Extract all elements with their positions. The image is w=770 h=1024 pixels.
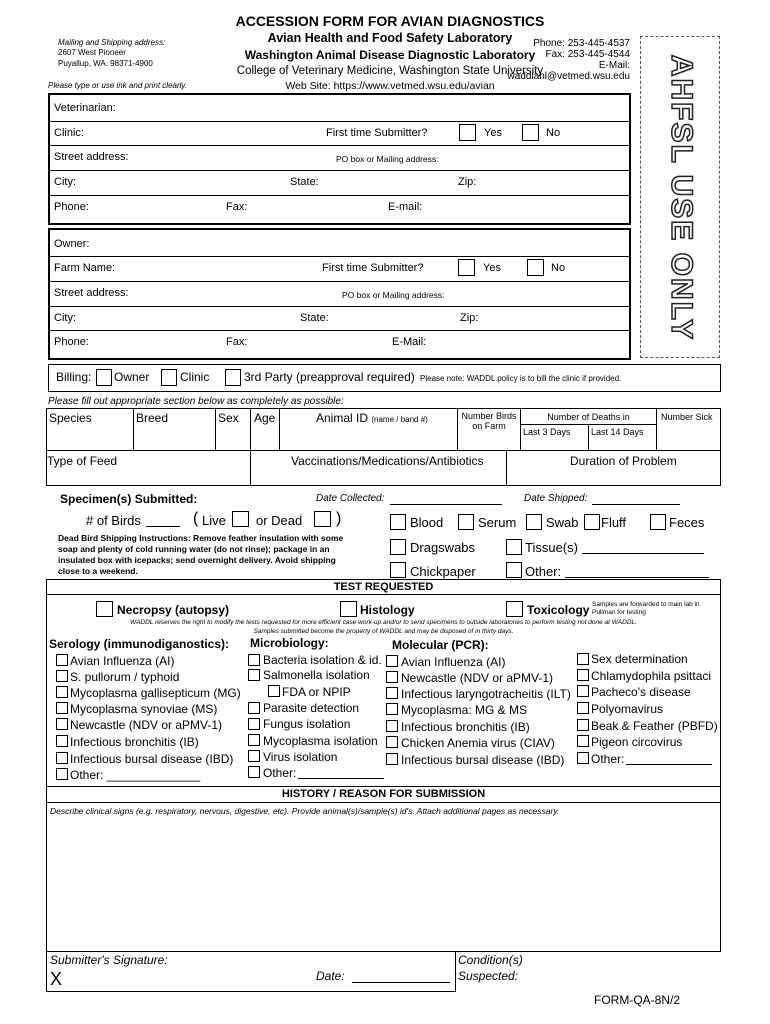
pcr-checkbox-3[interactable] bbox=[386, 703, 398, 715]
animal-id-header: Animal ID (name / band #) bbox=[316, 411, 428, 425]
histology-label: Histology bbox=[360, 603, 415, 617]
clinic-label: Clinic: bbox=[54, 127, 84, 139]
history-describe: Describe clinical signs (e.g. respiratory, nervous, digestive, etc). Provide animal(s)/sample(s) id's. Attach additional pages as necessary. bbox=[50, 806, 560, 816]
vet-fax-label: Fax: bbox=[226, 201, 248, 213]
pcr-item: Chicken Anemia virus (CIAV) bbox=[401, 736, 555, 750]
ahfsl-use-only-box bbox=[640, 36, 720, 358]
misc-item: Sex determination bbox=[591, 652, 688, 666]
pcr-item: Avian Influenza (AI) bbox=[401, 655, 506, 669]
tissue-label: Tissue(s) bbox=[525, 540, 578, 555]
misc-item: Other: bbox=[591, 752, 625, 766]
vet-email-label: E-mail: bbox=[388, 201, 423, 213]
vet-no-label: No bbox=[546, 127, 561, 139]
last-14-days-header: Last 14 Days bbox=[591, 427, 644, 437]
misc-checkbox-3[interactable] bbox=[577, 702, 589, 714]
last-3-days-header: Last 3 Days bbox=[523, 427, 571, 437]
lab-subtitle: Avian Health and Food Safety Laboratory bbox=[267, 31, 513, 45]
pcr-item: Infectious bursal disease (IBD) bbox=[401, 753, 565, 767]
pcr-item: Infectious laryngotracheitis (ILT) bbox=[401, 687, 571, 701]
owner-phone-label: Phone: bbox=[54, 336, 89, 348]
micro-item: Virus isolation bbox=[263, 750, 338, 764]
owner-label: Owner: bbox=[54, 238, 90, 250]
misc-item: Pacheco's disease bbox=[591, 685, 691, 699]
farm-name-label: Farm Name: bbox=[54, 262, 116, 274]
owner-city-label: City: bbox=[54, 312, 76, 324]
owner-email-label: E-Mail: bbox=[392, 336, 427, 348]
misc-item: Polyomavirus bbox=[591, 702, 664, 716]
live-label: Live bbox=[202, 513, 226, 528]
serology-heading: Serology (immunodiganostics): bbox=[49, 637, 230, 651]
vet-po-label: PO box or Mailing address: bbox=[336, 154, 439, 164]
address-label: Mailing and Shipping address: bbox=[58, 38, 166, 47]
micro-checkbox-7[interactable] bbox=[248, 766, 260, 778]
dragswabs-checkbox[interactable] bbox=[390, 539, 406, 555]
type-note: Please type or use ink and print clearly. bbox=[48, 81, 188, 90]
micro-checkbox-0[interactable] bbox=[248, 654, 260, 666]
tissue-checkbox[interactable] bbox=[506, 539, 522, 555]
veterinarian-label: Veterinarian: bbox=[54, 102, 116, 114]
serum-checkbox[interactable] bbox=[458, 514, 474, 530]
histology-checkbox[interactable] bbox=[340, 601, 357, 617]
necropsy-checkbox[interactable] bbox=[96, 601, 113, 617]
micro-item: Fungus isolation bbox=[263, 717, 351, 731]
micro-item: Bacteria isolation & id. bbox=[263, 653, 382, 667]
shipping-instructions: Dead Bird Shipping Instructions: Remove feather insulation with some soap and plenty of cold running water (do not rinse); package in an insulated box with icepacks; send overnight delivery. Avoid shipping close to a weekend. bbox=[58, 533, 344, 576]
pcr-checkbox-0[interactable] bbox=[386, 655, 398, 667]
billing-note: Please note: WADDL policy is to bill the clinic if provided. bbox=[420, 374, 622, 383]
vet-phone-label: Phone: bbox=[54, 201, 89, 213]
serology-checkbox-0[interactable] bbox=[56, 654, 68, 666]
billing-owner-checkbox[interactable] bbox=[96, 369, 112, 386]
close-bracket: ) bbox=[336, 510, 342, 527]
serology-item: Mycoplasma gallisepticum (MG) bbox=[70, 686, 241, 700]
billing-label: Billing: bbox=[56, 370, 92, 384]
pcr-item: Newcastle (NDV or aPMV-1) bbox=[401, 671, 554, 685]
serology-item: Other: ______________ bbox=[70, 768, 201, 782]
toxicology-checkbox[interactable] bbox=[506, 601, 523, 617]
pcr-checkbox-1[interactable] bbox=[386, 671, 398, 683]
history-textarea[interactable] bbox=[48, 818, 719, 950]
billing-owner-label: Owner bbox=[114, 370, 150, 384]
address-line2: Puyallup, WA. 98371-4900 bbox=[58, 59, 153, 68]
pcr-checkbox-4[interactable] bbox=[386, 720, 398, 732]
serology-item: Mycoplasma synoviae (MS) bbox=[70, 702, 218, 716]
fluff-label: Fluff bbox=[601, 515, 627, 530]
owner-fax-label: Fax: bbox=[226, 336, 248, 348]
misc-checkbox-5[interactable] bbox=[577, 735, 589, 747]
serology-checkbox-1[interactable] bbox=[56, 670, 68, 682]
owner-first-time-yes-checkbox[interactable] bbox=[458, 259, 475, 276]
fluff-checkbox[interactable] bbox=[584, 514, 600, 530]
billing-third-party-checkbox[interactable] bbox=[225, 369, 241, 386]
misc-item: Beak & Feather (PBFD) bbox=[591, 719, 718, 733]
lab-fax: Fax: 253-445-4544 bbox=[545, 49, 630, 60]
misc-checkbox-4[interactable] bbox=[577, 719, 589, 731]
suspected-label: Suspected: bbox=[458, 969, 519, 983]
serum-label: Serum bbox=[478, 515, 517, 530]
specimen-submitted-label: Specimen(s) Submitted: bbox=[60, 492, 198, 506]
feces-label: Feces bbox=[669, 515, 705, 530]
serology-checkbox-3[interactable] bbox=[56, 702, 68, 714]
micro-item: FDA or NPIP bbox=[282, 685, 351, 699]
signature-field[interactable] bbox=[70, 968, 300, 988]
lab-email-label: E-Mail: bbox=[598, 60, 630, 71]
num-birds-label: # of Birds bbox=[86, 513, 141, 528]
toxicology-note: Samples are forwarded to main lab in Pullman for testing bbox=[592, 601, 700, 616]
billing-clinic-label: Clinic bbox=[180, 370, 210, 384]
micro-item: Other: bbox=[263, 766, 297, 780]
serology-item: S. pullorum / typhoid bbox=[70, 670, 180, 684]
pcr-checkbox-5[interactable] bbox=[386, 736, 398, 748]
dragswabs-label: Dragswabs bbox=[410, 540, 476, 555]
test-requested-heading: TEST REQUESTED bbox=[333, 581, 434, 593]
pcr-item: Infectious bronchitis (IB) bbox=[401, 720, 530, 734]
specimen-other-checkbox[interactable] bbox=[506, 562, 522, 578]
micro-checkbox-6[interactable] bbox=[248, 750, 260, 762]
pcr-item: Mycoplasma: MG & MS bbox=[401, 703, 528, 717]
micro-item: Parasite detection bbox=[263, 701, 360, 715]
date-shipped-label: Date Shipped: bbox=[524, 493, 588, 504]
necropsy-label: Necropsy (autopsy) bbox=[117, 603, 230, 617]
birds-on-farm-header: Number Birds on Farm bbox=[461, 411, 517, 431]
live-checkbox[interactable] bbox=[232, 511, 249, 527]
serology-checkbox-4[interactable] bbox=[56, 718, 68, 730]
vet-first-time-no-checkbox[interactable] bbox=[522, 124, 539, 141]
owner-street-label: Street address: bbox=[54, 287, 129, 299]
serology-checkbox-6[interactable] bbox=[56, 752, 68, 764]
owner-po-label: PO box or Mailing address: bbox=[342, 290, 445, 300]
blood-label: Blood bbox=[410, 515, 444, 530]
feed-header: Type of Feed bbox=[47, 454, 118, 468]
serology-checkbox-7[interactable] bbox=[56, 768, 68, 780]
owner-zip-label: Zip: bbox=[460, 312, 479, 324]
ahfsl-stamp-text: AHFSL USE ONLY bbox=[665, 54, 698, 342]
pcr-checkbox-6[interactable] bbox=[386, 753, 398, 765]
micro-checkbox-5[interactable] bbox=[248, 734, 260, 746]
vet-city-label: City: bbox=[54, 176, 76, 188]
specimen-other-label: Other: bbox=[525, 564, 562, 579]
vet-yes-label: Yes bbox=[484, 127, 502, 139]
dead-label: or Dead bbox=[256, 513, 303, 528]
date-label: Date: bbox=[316, 969, 345, 983]
signature-x: X bbox=[50, 969, 63, 989]
micro-checkbox-4[interactable] bbox=[248, 718, 260, 730]
vaccinations-header: Vaccinations/Medications/Antibiotics bbox=[291, 454, 484, 468]
owner-first-time-label: First time Submitter? bbox=[322, 262, 424, 274]
micro-item: Mycoplasma isolation bbox=[263, 734, 378, 748]
fill-out-instructions: Please fill out appropriate section below as completely as possible: bbox=[48, 396, 344, 407]
owner-section bbox=[48, 228, 631, 360]
lab-phone: Phone: 253-445-4537 bbox=[533, 38, 630, 49]
date-collected-label: Date Collected: bbox=[316, 493, 385, 504]
number-sick-header: Number Sick bbox=[661, 412, 713, 422]
feces-checkbox[interactable] bbox=[650, 514, 666, 530]
lab-name: Washington Animal Disease Diagnostic Laboratory bbox=[244, 48, 536, 62]
swab-checkbox[interactable] bbox=[526, 514, 542, 530]
chickpaper-label: Chickpaper bbox=[410, 564, 476, 579]
vet-zip-label: Zip: bbox=[458, 176, 477, 188]
open-bracket: ( bbox=[193, 510, 199, 527]
misc-checkbox-0[interactable] bbox=[577, 653, 589, 665]
history-heading: HISTORY / REASON FOR SUBMISSION bbox=[281, 788, 486, 800]
vet-first-time-label: First time Submitter? bbox=[326, 127, 428, 139]
signature-label: Submitter's Signature: bbox=[50, 953, 168, 967]
chickpaper-checkbox[interactable] bbox=[390, 562, 406, 578]
misc-item: Chlamydophila psittaci bbox=[591, 669, 712, 683]
dead-checkbox[interactable] bbox=[314, 511, 331, 527]
blood-checkbox[interactable] bbox=[390, 514, 406, 530]
misc-checkbox-2[interactable] bbox=[577, 685, 589, 697]
serology-item: Infectious bronchitis (IB) bbox=[70, 735, 199, 749]
age-header: Age bbox=[254, 411, 276, 425]
vet-first-time-yes-checkbox[interactable] bbox=[459, 124, 476, 141]
form-id: FORM-QA-8N/2 bbox=[594, 993, 681, 1007]
owner-yes-label: Yes bbox=[483, 262, 501, 274]
micro-checkbox-2[interactable] bbox=[268, 685, 280, 697]
college-name: College of Veterinary Medicine, Washington State University bbox=[236, 65, 544, 77]
address-line1: 2607 West Pioneer bbox=[58, 48, 126, 57]
billing-clinic-checkbox[interactable] bbox=[161, 369, 177, 386]
website: Web Site: https://www.vetmed.wsu.edu/avian bbox=[285, 80, 495, 92]
waddl-property-note: Samples submitted become the property of WADDL and may be disposed of in thirty days. bbox=[253, 628, 514, 635]
waddl-reserve-note: WADDL reserves the right to modify the tests requested for more efficient case work-up and/or to send specimens to outside laboratories to perform testing not done at WADDL. bbox=[130, 619, 637, 626]
misc-checkbox-1[interactable] bbox=[577, 669, 589, 681]
micro-checkbox-3[interactable] bbox=[248, 702, 260, 714]
vet-street-label: Street address: bbox=[54, 151, 129, 163]
sex-header: Sex bbox=[218, 411, 239, 425]
owner-first-time-no-checkbox[interactable] bbox=[527, 259, 544, 276]
micro-item: Salmonella isolation bbox=[263, 668, 370, 682]
serology-item: Infectious bursal disease (IBD) bbox=[70, 752, 234, 766]
serology-checkbox-2[interactable] bbox=[56, 686, 68, 698]
misc-checkbox-6[interactable] bbox=[577, 752, 589, 764]
breed-header: Breed bbox=[136, 411, 169, 425]
swab-label: Swab bbox=[546, 515, 579, 530]
serology-item: Avian Influenza (AI) bbox=[70, 654, 175, 668]
pcr-checkbox-2[interactable] bbox=[386, 687, 398, 699]
micro-checkbox-1[interactable] bbox=[248, 669, 260, 681]
misc-item: Pigeon circovirus bbox=[591, 735, 683, 749]
species-header: Species bbox=[49, 411, 92, 425]
duration-header: Duration of Problem bbox=[570, 454, 677, 468]
toxicology-label: Toxicology bbox=[527, 603, 590, 617]
billing-third-party-label: 3rd Party (preapproval required) bbox=[244, 370, 415, 384]
lab-email: waddlahl@vetmed.wsu.edu bbox=[507, 71, 630, 82]
owner-state-label: State: bbox=[300, 312, 329, 324]
owner-no-label: No bbox=[551, 262, 566, 274]
form-title: ACCESSION FORM FOR AVIAN DIAGNOSTICS bbox=[235, 13, 545, 29]
microbiology-heading: Microbiology: bbox=[250, 636, 329, 650]
pcr-heading: Molecular (PCR): bbox=[392, 638, 489, 652]
vet-state-label: State: bbox=[290, 176, 319, 188]
serology-item: Newcastle (NDV or aPMV-1) bbox=[70, 718, 223, 732]
condition-label: Condition(s) bbox=[458, 953, 523, 967]
serology-checkbox-5[interactable] bbox=[56, 735, 68, 747]
deaths-header: Number of Deaths in bbox=[547, 412, 630, 422]
